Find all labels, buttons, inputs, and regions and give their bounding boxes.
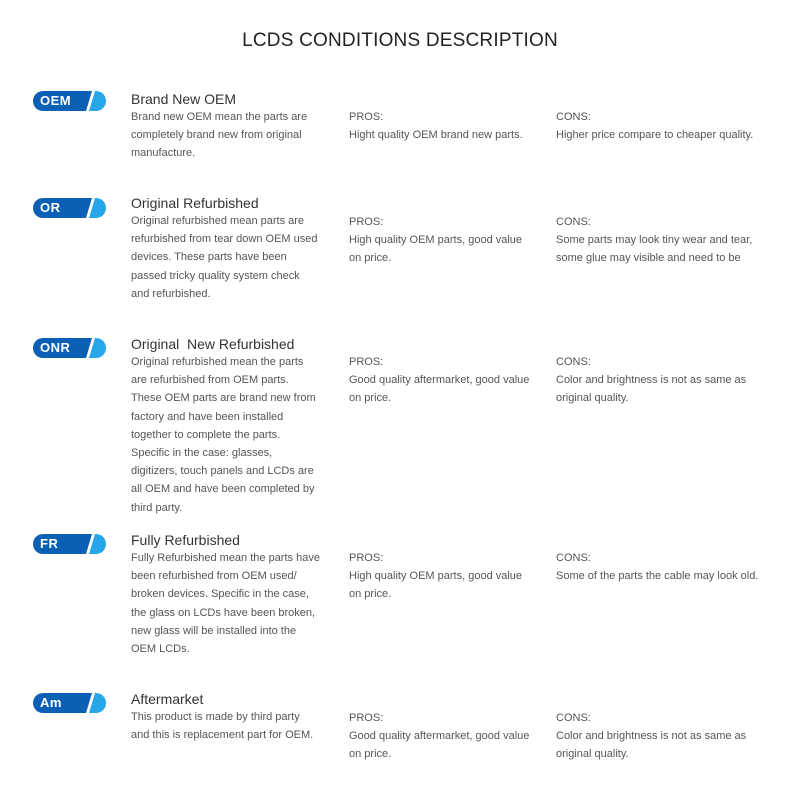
condition-badge — [33, 91, 106, 111]
cons-label: CONS: — [556, 216, 591, 228]
badge-label: OEM — [40, 93, 72, 108]
cons-column — [556, 549, 771, 585]
cons-label: CONS: — [556, 356, 591, 368]
pros-text: Hight quality OEM brand new parts. — [349, 129, 523, 142]
cons-column — [556, 709, 771, 764]
condition-badge — [33, 338, 106, 358]
pros-text: Good quality aftermarket, good value on price. — [349, 730, 530, 761]
pros-label: PROS: — [349, 216, 384, 228]
badge-label: ONR — [40, 340, 71, 355]
condition-description: This product is made by third party and this is replacement part for OEM. — [131, 711, 314, 742]
cons-label: CONS: — [556, 111, 591, 123]
cons-label: CONS: — [556, 712, 591, 724]
condition-description: Brand new OEM mean the parts are completely brand new from original manufacture. — [131, 111, 308, 160]
cons-text: Color and brightness is not as same as original quality. — [556, 374, 747, 405]
pros-column — [349, 353, 534, 408]
condition-badge — [33, 693, 106, 713]
badge-label: OR — [40, 200, 61, 215]
pros-label: PROS: — [349, 111, 384, 123]
condition-description: Original refurbished mean parts are refurbished from tear down OEM used devices. These parts have been passed tricky quality system check and refurbished. — [131, 215, 318, 300]
cons-text: Color and brightness is not as same as original quality. — [556, 730, 747, 761]
cons-text: Higher price compare to cheaper quality. — [556, 129, 754, 142]
pros-label: PROS: — [349, 356, 384, 368]
condition-badge — [33, 198, 106, 218]
condition-description: Fully Refurbished mean the parts have been refurbished from OEM used/ broken devices. Specific in the case, the glass on LCDs have been broken, new glass will be installed into the OEM LCDs. — [131, 552, 320, 656]
condition-title: Original New Refurbished — [131, 336, 295, 352]
condition-title: Fully Refurbished — [131, 532, 240, 548]
cons-text: Some of the parts the cable may look old. — [556, 570, 759, 583]
condition-description: Original refurbished mean the parts are refurbished from OEM parts. These OEM parts are brand new from factory and have been installed together to complete the parts. Specific in the case: glasses, digitizers, touch panels and LCDs are all OEM and have been completed by third party. — [131, 356, 316, 514]
condition-title: Aftermarket — [131, 691, 204, 707]
condition-badge — [33, 534, 106, 554]
pros-label: PROS: — [349, 552, 384, 564]
pros-column — [349, 213, 534, 268]
pros-text: High quality OEM parts, good value on price. — [349, 234, 523, 265]
cons-text: Some parts may look tiny wear and tear, some glue may visible and need to be — [556, 234, 753, 265]
pros-column — [349, 549, 534, 604]
condition-title: Brand New OEM — [131, 91, 237, 107]
cons-column — [556, 353, 771, 408]
cons-column — [556, 108, 771, 144]
page-title: LCDS CONDITIONS DESCRIPTION — [242, 30, 558, 51]
pros-text: Good quality aftermarket, good value on price. — [349, 374, 530, 405]
pros-column — [349, 709, 534, 764]
cons-label: CONS: — [556, 552, 591, 564]
cons-column — [556, 213, 771, 268]
badge-label: FR — [40, 536, 59, 551]
pros-column — [349, 108, 534, 144]
pros-text: High quality OEM parts, good value on price. — [349, 570, 523, 601]
badge-label: Am — [40, 695, 62, 710]
pros-label: PROS: — [349, 712, 384, 724]
condition-title: Original Refurbished — [131, 195, 259, 211]
